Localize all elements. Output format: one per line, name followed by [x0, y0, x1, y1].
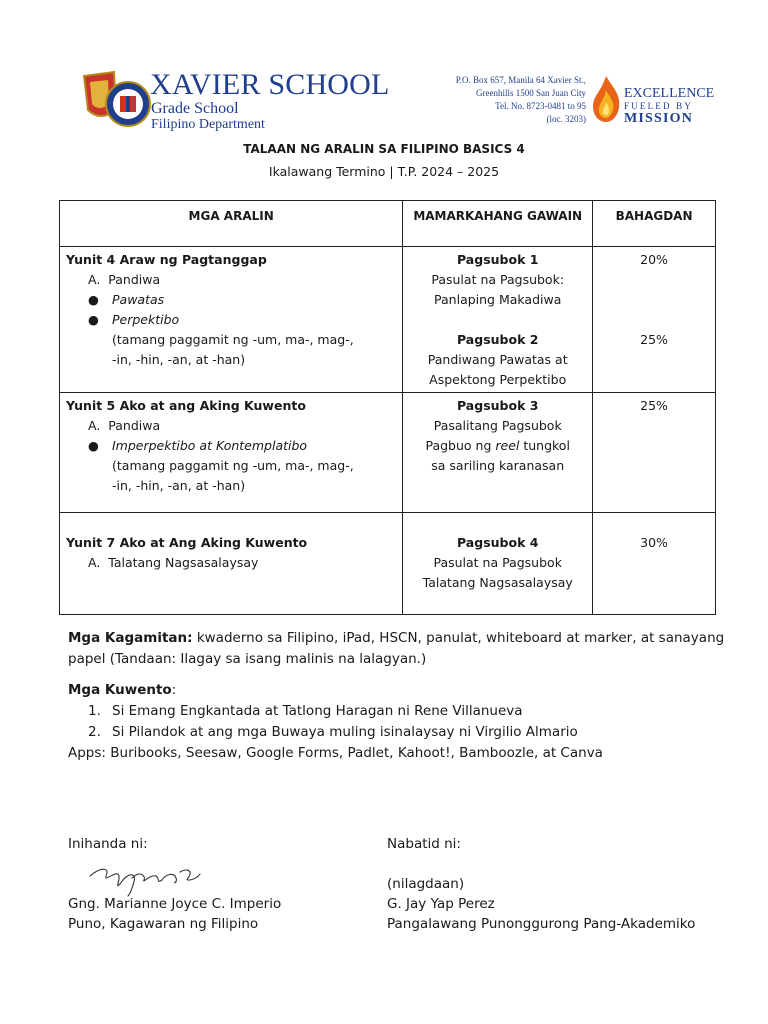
task-description: sa sariling karanasan [431, 458, 565, 473]
column-header-percentage: BAHAGDAN [593, 201, 716, 247]
task-text-italic: reel [495, 438, 520, 453]
materials-label: Mga Kagamitan: [68, 630, 193, 646]
unit-title: Yunit 5 Ako at ang Aking Kuwento [66, 398, 306, 413]
bullet-icon: ● [88, 292, 99, 307]
materials-text: kwaderno sa Filipino, iPad, HSCN, panulat, whiteboard at marker, at sanayang papel (Tandaan: Ilagay sa isang malinis na lalagyan.) [68, 630, 725, 667]
bullet-item [66, 436, 396, 456]
task-description [409, 436, 586, 456]
bullet-item [66, 310, 396, 330]
percentage-value: 25% [640, 332, 668, 347]
school-division: Grade School [151, 100, 239, 117]
list-item-text: Pandiwa [108, 418, 161, 433]
list-item-text: Pandiwa [108, 272, 161, 287]
lesson-cell [60, 393, 403, 513]
school-department: Filipino Department [151, 117, 265, 132]
task-title: Pagsubok 1 [456, 252, 539, 267]
motto-line-3: MISSION [624, 111, 694, 126]
school-motto [624, 86, 724, 126]
list-marker: A. [88, 418, 101, 433]
usage-note: (tamang paggamit ng -um, ma-, mag-, [112, 332, 354, 347]
document-title: TALAAN NG ARALIN SA FILIPINO BASICS 4 [243, 142, 525, 156]
task-title: Pagsubok 4 [456, 535, 539, 550]
stories-heading [68, 680, 728, 701]
task-cell [403, 247, 593, 393]
usage-note: -in, -hin, -an, at -han) [112, 352, 246, 367]
task-description: Panlaping Makadiwa [434, 292, 562, 307]
school-address [388, 74, 586, 126]
lesson-table [59, 200, 716, 615]
list-item-text: Talatang Nagsasalaysay [108, 555, 259, 570]
table-row [60, 393, 716, 513]
task-text: Pagbuo ng [425, 438, 496, 453]
materials-paragraph [68, 628, 728, 670]
task-description: Pandiwang Pawatas at [427, 352, 568, 367]
task-cell [403, 513, 593, 615]
table-header-row [60, 201, 716, 247]
bullet-text: Perpektibo [112, 312, 180, 327]
percentage-cell [593, 247, 716, 393]
unit-title: Yunit 7 Ako at Ang Aking Kuwento [66, 535, 308, 550]
address-line: P.O. Box 657, Manila 64 Xavier St., [455, 75, 586, 85]
school-seal-icon [80, 70, 152, 132]
percentage-value: 25% [640, 398, 668, 413]
column-header-graded-tasks: MAMARKAHANG GAWAIN [403, 201, 593, 247]
list-item [66, 553, 396, 573]
percentage-cell [593, 393, 716, 513]
list-item [68, 701, 728, 722]
task-description: Talatang Nagsasalaysay [422, 575, 573, 590]
list-item [68, 722, 728, 743]
bullet-icon: ● [88, 438, 99, 453]
bullet-item [66, 290, 396, 310]
bullet-icon: ● [88, 312, 99, 327]
document-subtitle: Ikalawang Termino | T.P. 2024 – 2025 [268, 164, 500, 179]
task-title: Pagsubok 2 [456, 332, 539, 347]
column-header-lessons: MGA ARALIN [60, 201, 403, 247]
address-line: Greenhills 1500 San Juan City [476, 88, 586, 98]
list-number: 1. [88, 703, 101, 719]
lesson-cell [60, 513, 403, 615]
signed-note: (nilagdaan) [387, 876, 465, 892]
noted-by-role: Pangalawang Punonggurong Pang-Akademiko [387, 916, 696, 932]
bullet-text: Pawatas [112, 292, 165, 307]
story-title: Si Pilandok at ang mga Buwaya muling isinalaysay ni Virgilio Almario [112, 724, 578, 740]
motto-line-2: FUELED BY [624, 101, 694, 111]
table-row [60, 513, 716, 615]
table-row [60, 247, 716, 393]
task-description: Pasalitang Pagsubok [433, 418, 562, 433]
stories-label-suffix: : [171, 682, 177, 698]
task-title: Pagsubok 3 [456, 398, 539, 413]
list-item [66, 416, 396, 436]
task-description: Aspektong Perpektibo [429, 372, 567, 387]
stories-section [68, 680, 728, 764]
list-item [66, 270, 396, 290]
percentage-value: 30% [640, 535, 668, 550]
list-number: 2. [88, 724, 101, 740]
lesson-cell [60, 247, 403, 393]
handwritten-signature [84, 854, 214, 898]
prepared-by-role: Puno, Kagawaran ng Filipino [68, 916, 259, 932]
prepared-by-label: Inihanda ni: [68, 836, 148, 852]
task-description: Pasulat na Pagsubok [433, 555, 562, 570]
list-marker: A. [88, 272, 101, 287]
apps-line: Apps: Buribooks, Seesaw, Google Forms, Padlet, Kahoot!, Bamboozle, at Canva [68, 745, 603, 761]
unit-title: Yunit 4 Araw ng Pagtanggap [66, 252, 267, 267]
task-text: tungkol [519, 438, 570, 453]
percentage-cell [593, 513, 716, 615]
task-description: Pasulat na Pagsubok: [431, 272, 565, 287]
document-body [68, 628, 728, 764]
task-cell [403, 393, 593, 513]
bullet-text: Imperpektibo at Kontemplatibo [112, 438, 308, 453]
percentage-value: 20% [640, 252, 668, 267]
usage-note: (tamang paggamit ng -um, ma-, mag-, [112, 458, 354, 473]
noted-by-label: Nabatid ni: [387, 836, 461, 852]
prepared-by-name: Gng. Marianne Joyce C. Imperio [68, 896, 282, 912]
story-title: Si Emang Engkantada at Tatlong Haragan ni Rene Villanueva [112, 703, 523, 719]
stories-label: Mga Kuwento [68, 682, 172, 698]
list-marker: A. [88, 555, 101, 570]
letterhead [78, 66, 728, 136]
noted-by-name: G. Jay Yap Perez [387, 896, 495, 912]
flame-icon [589, 74, 623, 124]
motto-line-1: EXCELLENCE [624, 86, 715, 101]
address-line: Tel. No. 8723-0481 to 95 [495, 101, 586, 111]
address-line: (loc. 3203) [546, 114, 586, 124]
school-name: XAVIER SCHOOL [150, 68, 390, 101]
noted-by-block [387, 834, 695, 934]
usage-note: -in, -hin, -an, at -han) [112, 478, 246, 493]
